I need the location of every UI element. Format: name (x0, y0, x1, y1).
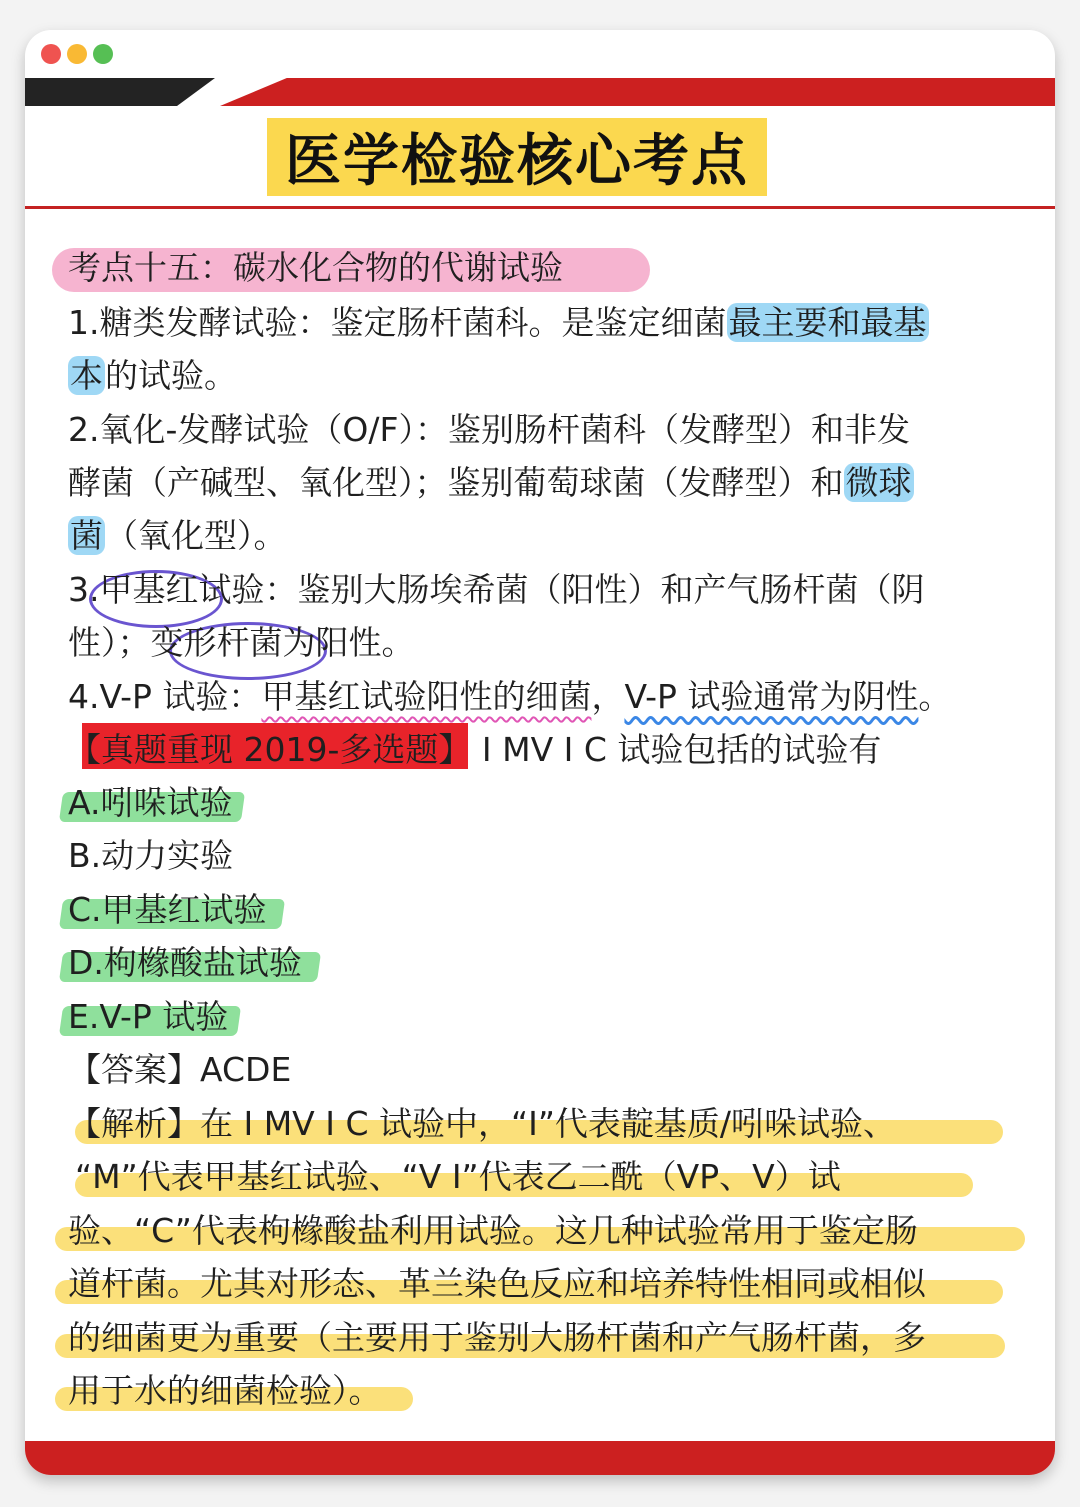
p2-highlight: 微球 (845, 463, 912, 502)
p4-end: 。 (918, 677, 952, 716)
paragraph-3-line-2: 性）；变形杆菌为阳性。 (68, 623, 415, 662)
p4-underlined-blue: V-P 试验通常为阴性 (624, 677, 919, 716)
question-tag: 【真题重现 2019-多选题】 (68, 730, 472, 769)
footer-bar (25, 1441, 1055, 1475)
p2-highlight-2: 菌 (70, 516, 103, 555)
analysis-line-5: 的细菌更为重要（主要用于鉴别大肠杆菌和产气肠杆菌，多 (68, 1318, 926, 1357)
minimize-dot-icon (67, 44, 87, 64)
analysis-line-3: 验、“C”代表枸橼酸盐利用试验。这几种试验常用于鉴定肠 (68, 1211, 918, 1250)
option-b: B.动力实验 (68, 836, 234, 875)
analysis-line-2: “M”代表甲基红试验、“V I”代表乙二酰（VP、V）试 (75, 1157, 841, 1196)
analysis-line-4: 道杆菌。尤其对形态、革兰染色反应和培养特性相同或相似 (68, 1264, 926, 1303)
question-text: I MV I C 试验包括的试验有 (481, 730, 882, 769)
option-a: A.吲哚试验 (68, 783, 233, 822)
paragraph-2-line-3 (68, 512, 287, 560)
paragraph-1-line-1 (68, 299, 929, 347)
analysis-line-6: 用于水的细菌检验）。 (68, 1371, 382, 1410)
p1-highlight: 最主要和最基 (728, 303, 927, 342)
header-stripe-red (220, 78, 1055, 106)
section-heading: 考点十五：碳水化合物的代谢试验 (68, 248, 563, 287)
p1-highlight-2: 本 (70, 356, 103, 395)
option-e: E.V-P 试验 (68, 997, 229, 1036)
answer: 【答案】ACDE (68, 1050, 292, 1089)
window-controls (41, 44, 113, 64)
note-card (25, 30, 1055, 1475)
maximize-dot-icon (93, 44, 113, 64)
paragraph-2-line-1: 2.氧化-发酵试验（O/F）：鉴别肠杆菌科（发酵型）和非发 (68, 410, 910, 449)
p4-label: 4.V-P 试验： (68, 677, 262, 716)
p4-comma: ， (591, 677, 625, 716)
p1-text-2: 的试验。 (105, 356, 237, 395)
paragraph-4 (68, 673, 951, 721)
p1-text: 1.糖类发酵试验：鉴定肠杆菌科。是鉴定细菌 (68, 303, 727, 342)
title-divider (25, 206, 1055, 209)
header-stripe-dark (25, 78, 215, 106)
option-c: C.甲基红试验 (68, 890, 267, 929)
option-d: D.枸橼酸盐试验 (68, 943, 302, 982)
p2-text: 酵菌（产碱型、氧化型）；鉴别葡萄球菌（发酵型）和 (68, 463, 844, 502)
p2-text-2: （氧化型）。 (105, 516, 287, 555)
question-line (68, 726, 881, 774)
paragraph-1-line-2 (68, 352, 237, 400)
analysis-line-1: 【解析】在 I MV I C 试验中，“I”代表靛基质/吲哚试验、 (68, 1104, 897, 1143)
p4-underlined-pink: 甲基红试验阳性的细菌 (261, 677, 592, 716)
page-title: 医学检验核心考点 (267, 118, 767, 196)
close-dot-icon (41, 44, 61, 64)
paragraph-3-line-1: 3.甲基红试验：鉴别大肠埃希菌（阳性）和产气肠杆菌（阴 (68, 570, 925, 609)
paragraph-2-line-2 (68, 459, 914, 507)
